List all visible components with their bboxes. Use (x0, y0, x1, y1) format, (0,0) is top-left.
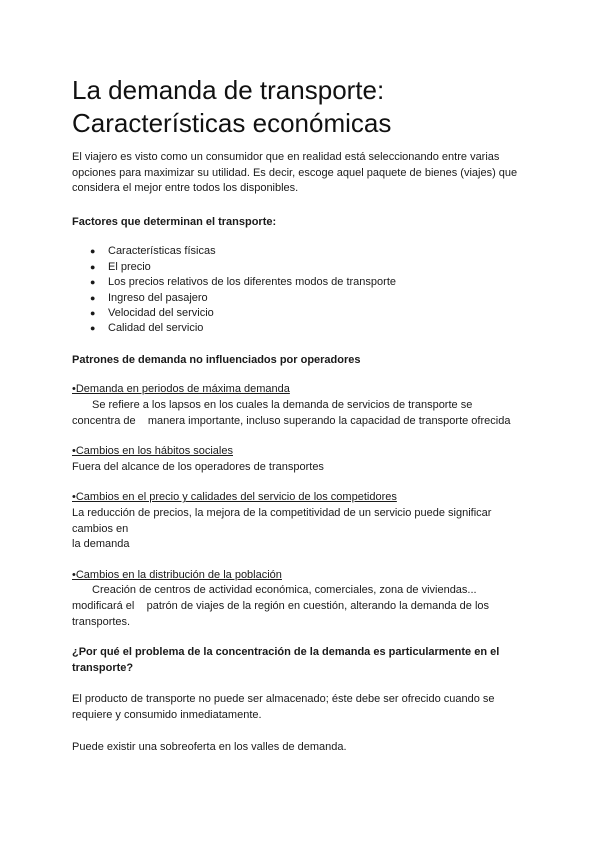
title-line-1: La demanda de transporte: (72, 75, 385, 105)
pattern-population (72, 568, 532, 630)
pattern-text: transportes. (72, 615, 131, 628)
pattern-title: •Cambios en la distribución de la población (72, 568, 282, 581)
list-item: ● Características físicas (90, 244, 532, 259)
bullet-icon: ● (90, 308, 96, 318)
question-heading: ¿Por qué el problema de la concentración de la demanda es particularmente en el transporte? (72, 646, 500, 674)
bullet-icon: ● (90, 277, 96, 288)
list-item: ● Calidad del servicio (90, 321, 532, 336)
pattern-text: Creación de centros de actividad económica, comerciales, zona de viviendas... (92, 584, 477, 597)
bullet-icon: ● (90, 246, 96, 257)
list-item: ● El precio (90, 260, 532, 275)
page-title (72, 74, 532, 140)
pattern-text: la demanda (72, 538, 130, 551)
pattern-title: •Cambios en los hábitos sociales (72, 445, 233, 458)
pattern-peak-demand (72, 382, 532, 429)
pattern-title: •Cambios en el precio y calidades del servicio de los competidores (72, 491, 397, 504)
list-item: ● Ingreso del pasajero (90, 291, 532, 306)
patterns-heading: Patrones de demanda no influenciados por operadores (72, 353, 361, 366)
bullet-icon: ● (90, 292, 96, 303)
pattern-text: concentra de manera importante, incluso superando la capacidad de transporte ofrecida (72, 414, 511, 427)
pattern-text: modificará el patrón de viajes de la región en cuestión, alterando la demanda de los (72, 599, 490, 612)
pattern-title: •Demanda en periodos de máxima demanda (72, 383, 290, 396)
title-line-2: Características económicas (72, 108, 392, 138)
list-item: ● Los precios relativos de los diferentes modos de transporte (90, 275, 532, 290)
answer-paragraph-2: Puede existir una sobreoferta en los valles de demanda. (72, 740, 347, 753)
list-item: ● Velocidad del servicio (90, 306, 532, 321)
bullet-icon: ● (90, 323, 96, 334)
factors-heading: Factores que determinan el transporte: (72, 215, 277, 228)
factors-list (72, 244, 532, 336)
pattern-text: Se refiere a los lapsos en los cuales la demanda de servicios de transporte se (92, 399, 473, 411)
bullet-icon: ● (90, 261, 96, 272)
pattern-text: cambios en (72, 522, 129, 535)
pattern-social-habits (72, 444, 532, 475)
pattern-text: Fuera del alcance de los operadores de transportes (72, 460, 324, 473)
pattern-text: La reducción de precios, la mejora de la competitividad de un servicio puede significar (72, 506, 492, 519)
document-page (72, 74, 532, 771)
answer-paragraph-1: El producto de transporte no puede ser almacenado; éste debe ser ofrecido cuando se requiere y consumido inmediatamente. (72, 693, 495, 721)
intro-paragraph: El viajero es visto como un consumidor que en realidad está seleccionando entre varias opciones para maximizar su utilidad. Es decir, escoge aquel paquete de bienes (viajes) que considera el mejor entre todos los disponibles. (72, 151, 518, 195)
pattern-competitors (72, 490, 532, 552)
